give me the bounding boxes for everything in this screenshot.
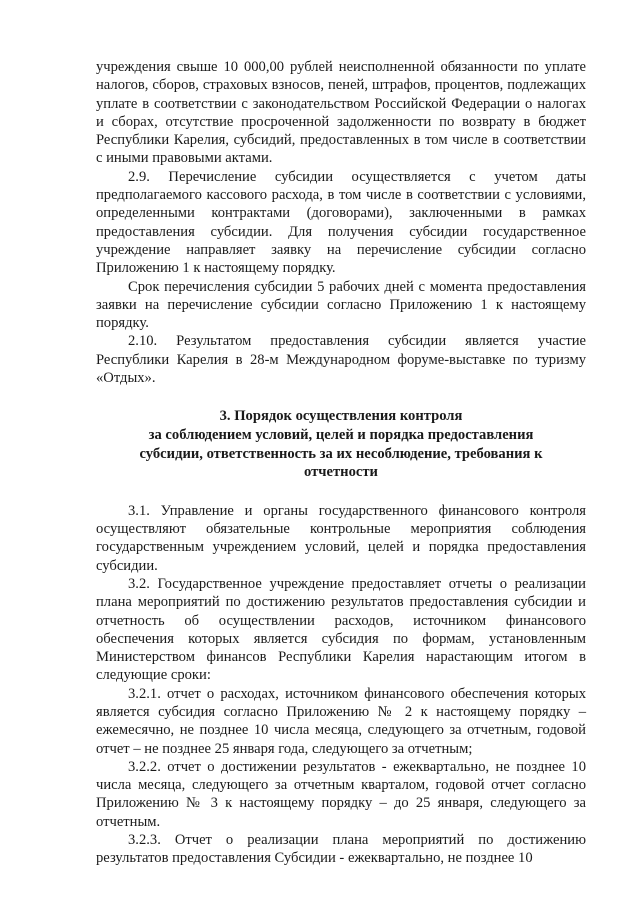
paragraph-3-2-2: 3.2.2. отчет о достижении результатов - ежеквартально, не позднее 10 числа месяца, следующего за отчетным кварталом, годовой отчет согласно Приложению № 3 к настоящему порядку – до 25 января, следующего за отчетным. xyxy=(96,758,586,830)
document-page xyxy=(96,58,586,868)
section-heading-line-1: 3. Порядок осуществления контроля xyxy=(219,408,463,425)
section-heading-line-3: субсидии, ответственность за их несоблюдение, требования к xyxy=(139,445,543,462)
paragraph-2-9: 2.9. Перечисление субсидии осуществляется с учетом даты предполагаемого кассового расхода, в том числе в соответствии с условиями, определенными контрактами (договорами), заключенными в рамках предоставления субсидии. Для получения субсидии государственное учреждение направляет заявку на перечисление субсидии согласно Приложению 1 к настоящему порядку. xyxy=(96,168,586,277)
paragraph-2-10: 2.10. Результатом предоставления субсидии является участие Республики Карелия в 28-м Международном форуме-выставке по туризму «Отдых». xyxy=(96,333,586,387)
paragraph-continuation: учреждения свыше 10 000,00 рублей неисполненной обязанности по уплате налогов, сборов, страховых взносов, пеней, штрафов, процентов, подлежащих уплате в соответствии с законодательством Российской Федерации о налогах и сборах, отсутствие просроченной задолженности по возврату в бюджет Республики Карелия, субсидий, предоставленных в том числе в соответствии с иными правовыми актами. xyxy=(96,59,586,167)
section-heading-line-4: отчетности xyxy=(304,464,378,481)
paragraph-transfer-term: Срок перечисления субсидии 5 рабочих дней с момента предоставления заявки на перечисление субсидии согласно Приложению 1 к настоящему порядку. xyxy=(96,278,586,332)
paragraph-3-2: 3.2. Государственное учреждение предоставляет отчеты о реализации плана мероприятий по достижению результатов предоставления субсидии и отчетность об осуществлении расходов, источником финансового обеспечения которых является субсидия по формам, установленным Министерством финансов Республики Карелия нарастающим итогом в следующие сроки: xyxy=(96,575,586,684)
section-heading-line-2: за соблюдением условий, целей и порядка предоставления xyxy=(148,426,534,443)
section-heading-3 xyxy=(96,407,586,481)
paragraph-3-1: 3.1. Управление и органы государственного финансового контроля осуществляют обязательные контрольные мероприятия соблюдения государственным учреждением условий, целей и порядка предоставления субсидии. xyxy=(96,502,586,574)
paragraph-3-2-3: 3.2.3. Отчет о реализации плана мероприятий по достижению результатов предоставления Субсидии - ежеквартально, не позднее 10 xyxy=(96,832,586,867)
paragraph-3-2-1: 3.2.1. отчет о расходах, источником финансового обеспечения которых является субсидия согласно Приложению № 2 к настоящему порядку – ежемесячно, не позднее 10 числа месяца, следующего за отчетным, годовой отчет – не позднее 25 января года, следующего за отчетным; xyxy=(96,685,586,757)
